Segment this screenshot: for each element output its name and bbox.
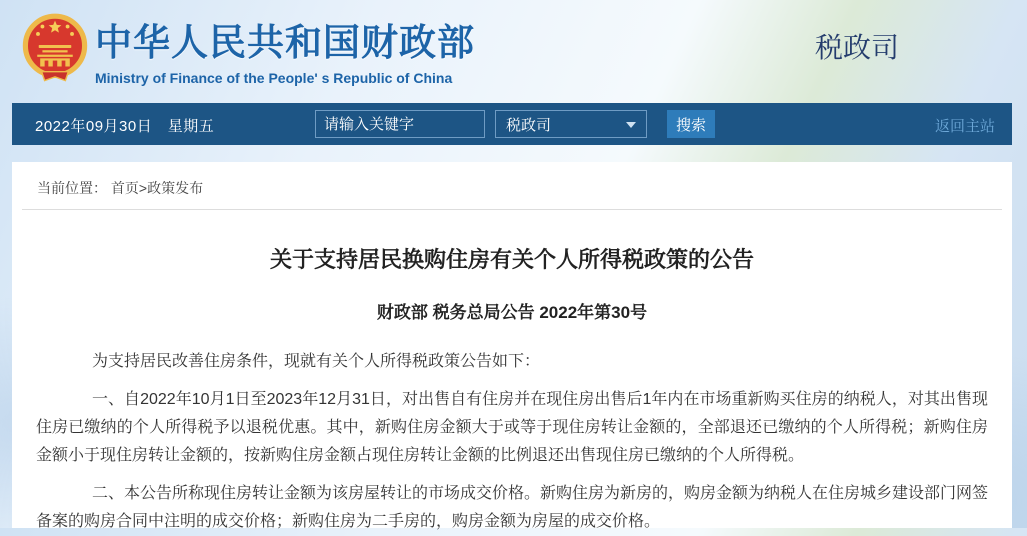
breadcrumb-home-link[interactable]: 首页 [110, 180, 139, 196]
national-emblem-icon [18, 7, 92, 89]
breadcrumb [12, 162, 1012, 198]
category-select[interactable] [495, 110, 647, 138]
search-button[interactable]: 搜索 [667, 110, 715, 138]
article-subtitle: 财政部 税务总局公告 2022年第30号 [376, 303, 648, 322]
article-paragraph: 为支持居民改善住房条件，现就有关个人所得税政策公告如下： [92, 353, 541, 370]
navigation-bar [12, 103, 1012, 145]
site-title-english: Ministry of Finance of the People' s Republic of China [95, 70, 453, 86]
site-header [0, 0, 1027, 103]
chevron-down-icon [626, 122, 636, 128]
back-to-main-site-link[interactable]: 返回主站 [934, 118, 995, 135]
article-paragraph: 二、本公告所称现住房转让金额为该房屋转让的市场成交价格。新购住房为新房的，购房金额为纳税人在住房城乡建设部门网签备案的购房合同中注明的成交价格；新购住房为二手房的，购房金额为房屋的成交价格。 [36, 485, 989, 530]
content-panel [12, 162, 1012, 528]
site-title: 中华人民共和国财政部 [95, 22, 475, 63]
department-title: 税政司 [815, 32, 900, 63]
breadcrumb-divider [22, 209, 1002, 210]
category-select-value: 税政司 [506, 116, 552, 134]
article-paragraph: 一、自2022年10月1日至2023年12月31日，对出售自有住房并在现住房出售后1年内在市场重新购买住房的纳税人，对其出售现住房已缴纳的个人所得税予以退税优惠。其中，新购住房金额大于或等于现住房转让金额的，全部退还已缴纳的个人所得税；新购住房金额小于现住房转让金额的，按新购住房金额占现住房转让金额的比例退还出售现住房已缴纳的个人所得税。 [36, 391, 988, 464]
breadcrumb-current: 政策发布 [147, 180, 204, 196]
search-input[interactable] [315, 110, 485, 138]
breadcrumb-separator: > [138, 180, 148, 196]
article [12, 243, 1012, 536]
current-date: 2022年09月30日 星期五 [35, 118, 215, 135]
article-title: 关于支持居民换购住房有关个人所得税政策的公告 [269, 247, 754, 272]
breadcrumb-label: 当前位置： [37, 180, 107, 196]
site-brand [95, 12, 475, 86]
